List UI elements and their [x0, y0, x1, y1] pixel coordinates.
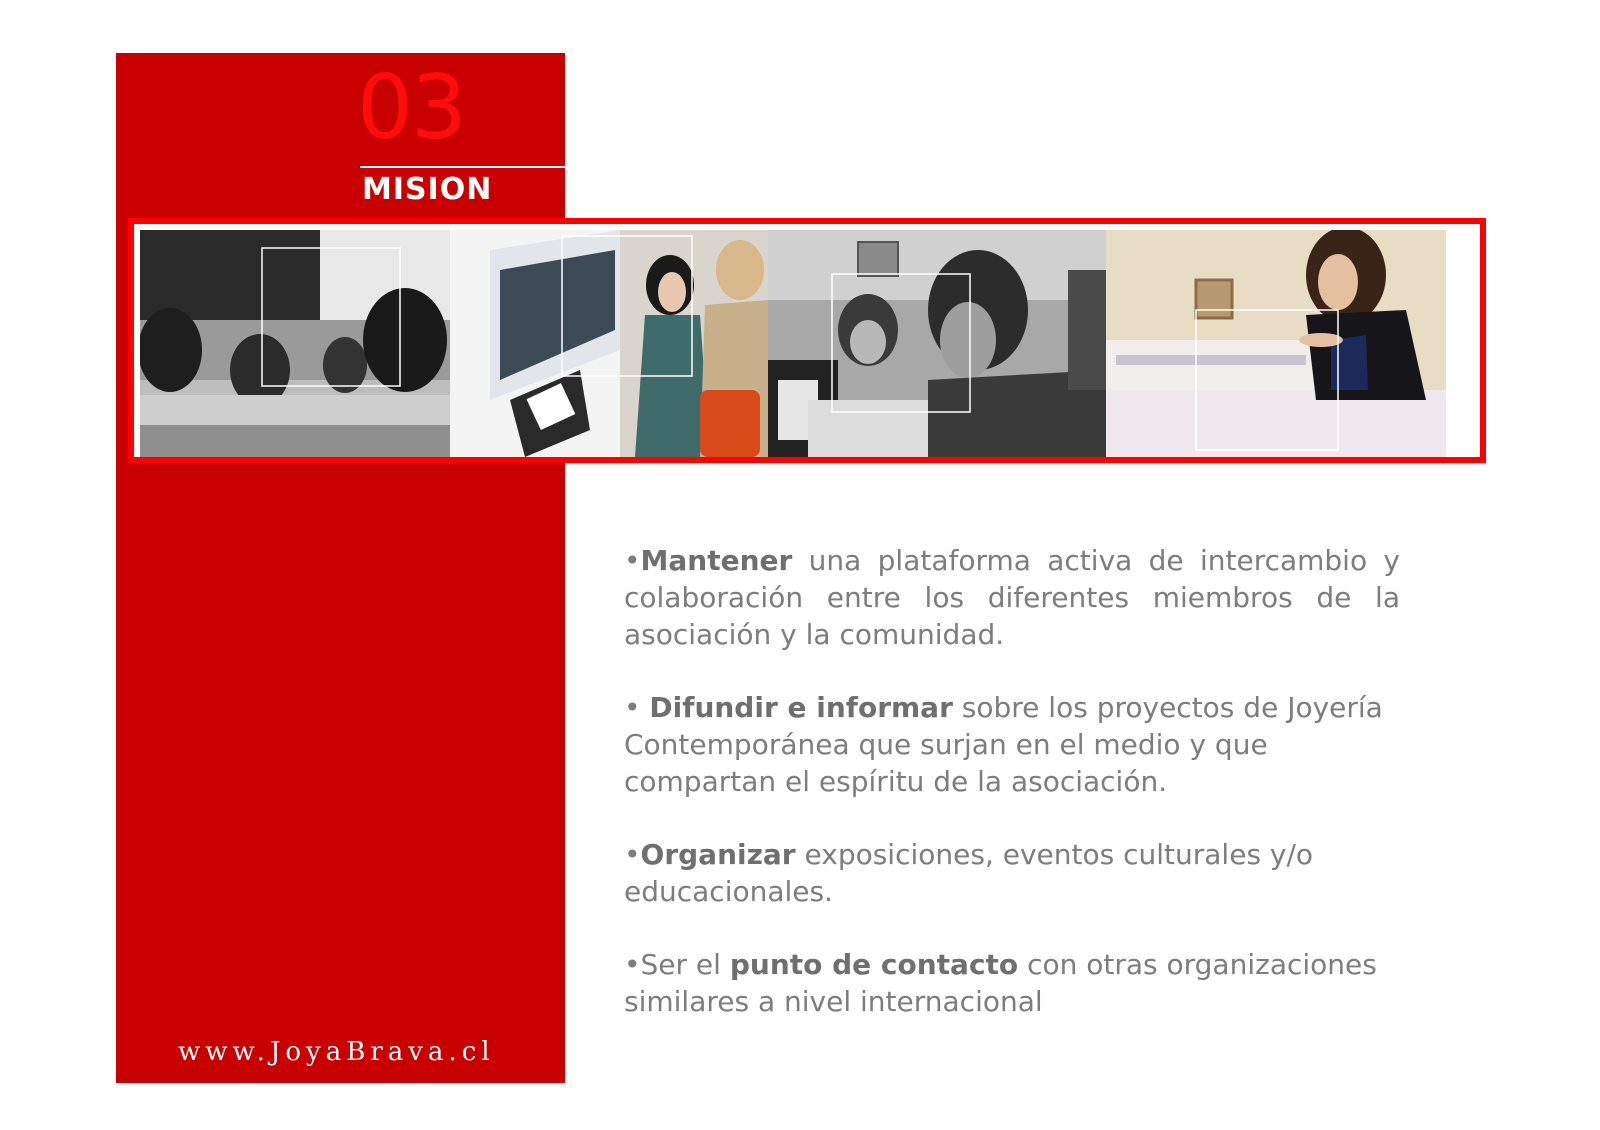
- mission-item-keyword: Difundir e informar: [649, 691, 953, 724]
- section-number: 03: [357, 56, 465, 159]
- mission-item-text: exposiciones, eventos culturales y/o educacionales.: [624, 838, 1314, 908]
- mission-item-text: con otras organizaciones similares a nivel internacional: [624, 948, 1377, 1018]
- mission-list: [624, 542, 1400, 1056]
- section-title: MISION: [362, 172, 493, 207]
- mission-item-keyword: Mantener: [640, 544, 793, 577]
- mission-item-contacto: [624, 946, 1400, 1020]
- mission-item-text: sobre los proyectos de Joyería Contemporánea que surjan en el medio y que compartan el espíritu de la asociación.: [624, 691, 1383, 798]
- mission-item-organizar: [624, 836, 1400, 910]
- mission-item-text: una plataforma activa de intercambio y colaboración entre los diferentes miembros de la asociación y la comunidad.: [624, 544, 1400, 651]
- audience-photo: [140, 230, 450, 457]
- bullet: •Ser el: [624, 948, 730, 981]
- mission-item-difundir: [624, 689, 1400, 800]
- bullet: •: [624, 544, 641, 577]
- mission-item-keyword: punto de contacto: [729, 948, 1019, 981]
- mission-item-mantener: [624, 542, 1400, 653]
- website-url[interactable]: www.JoyaBrava.cl: [178, 1037, 495, 1067]
- title-divider: [360, 166, 565, 168]
- red-sidebar-panel: [116, 53, 565, 1083]
- jewelry-display-photo: [1106, 230, 1446, 457]
- exhibition-visitors-photo: [450, 230, 768, 457]
- meeting-photo: [768, 230, 1106, 457]
- photo-strip: [128, 218, 1486, 463]
- bullet: •: [624, 838, 641, 871]
- mission-item-keyword: Organizar: [640, 838, 796, 871]
- bullet: •: [624, 691, 650, 724]
